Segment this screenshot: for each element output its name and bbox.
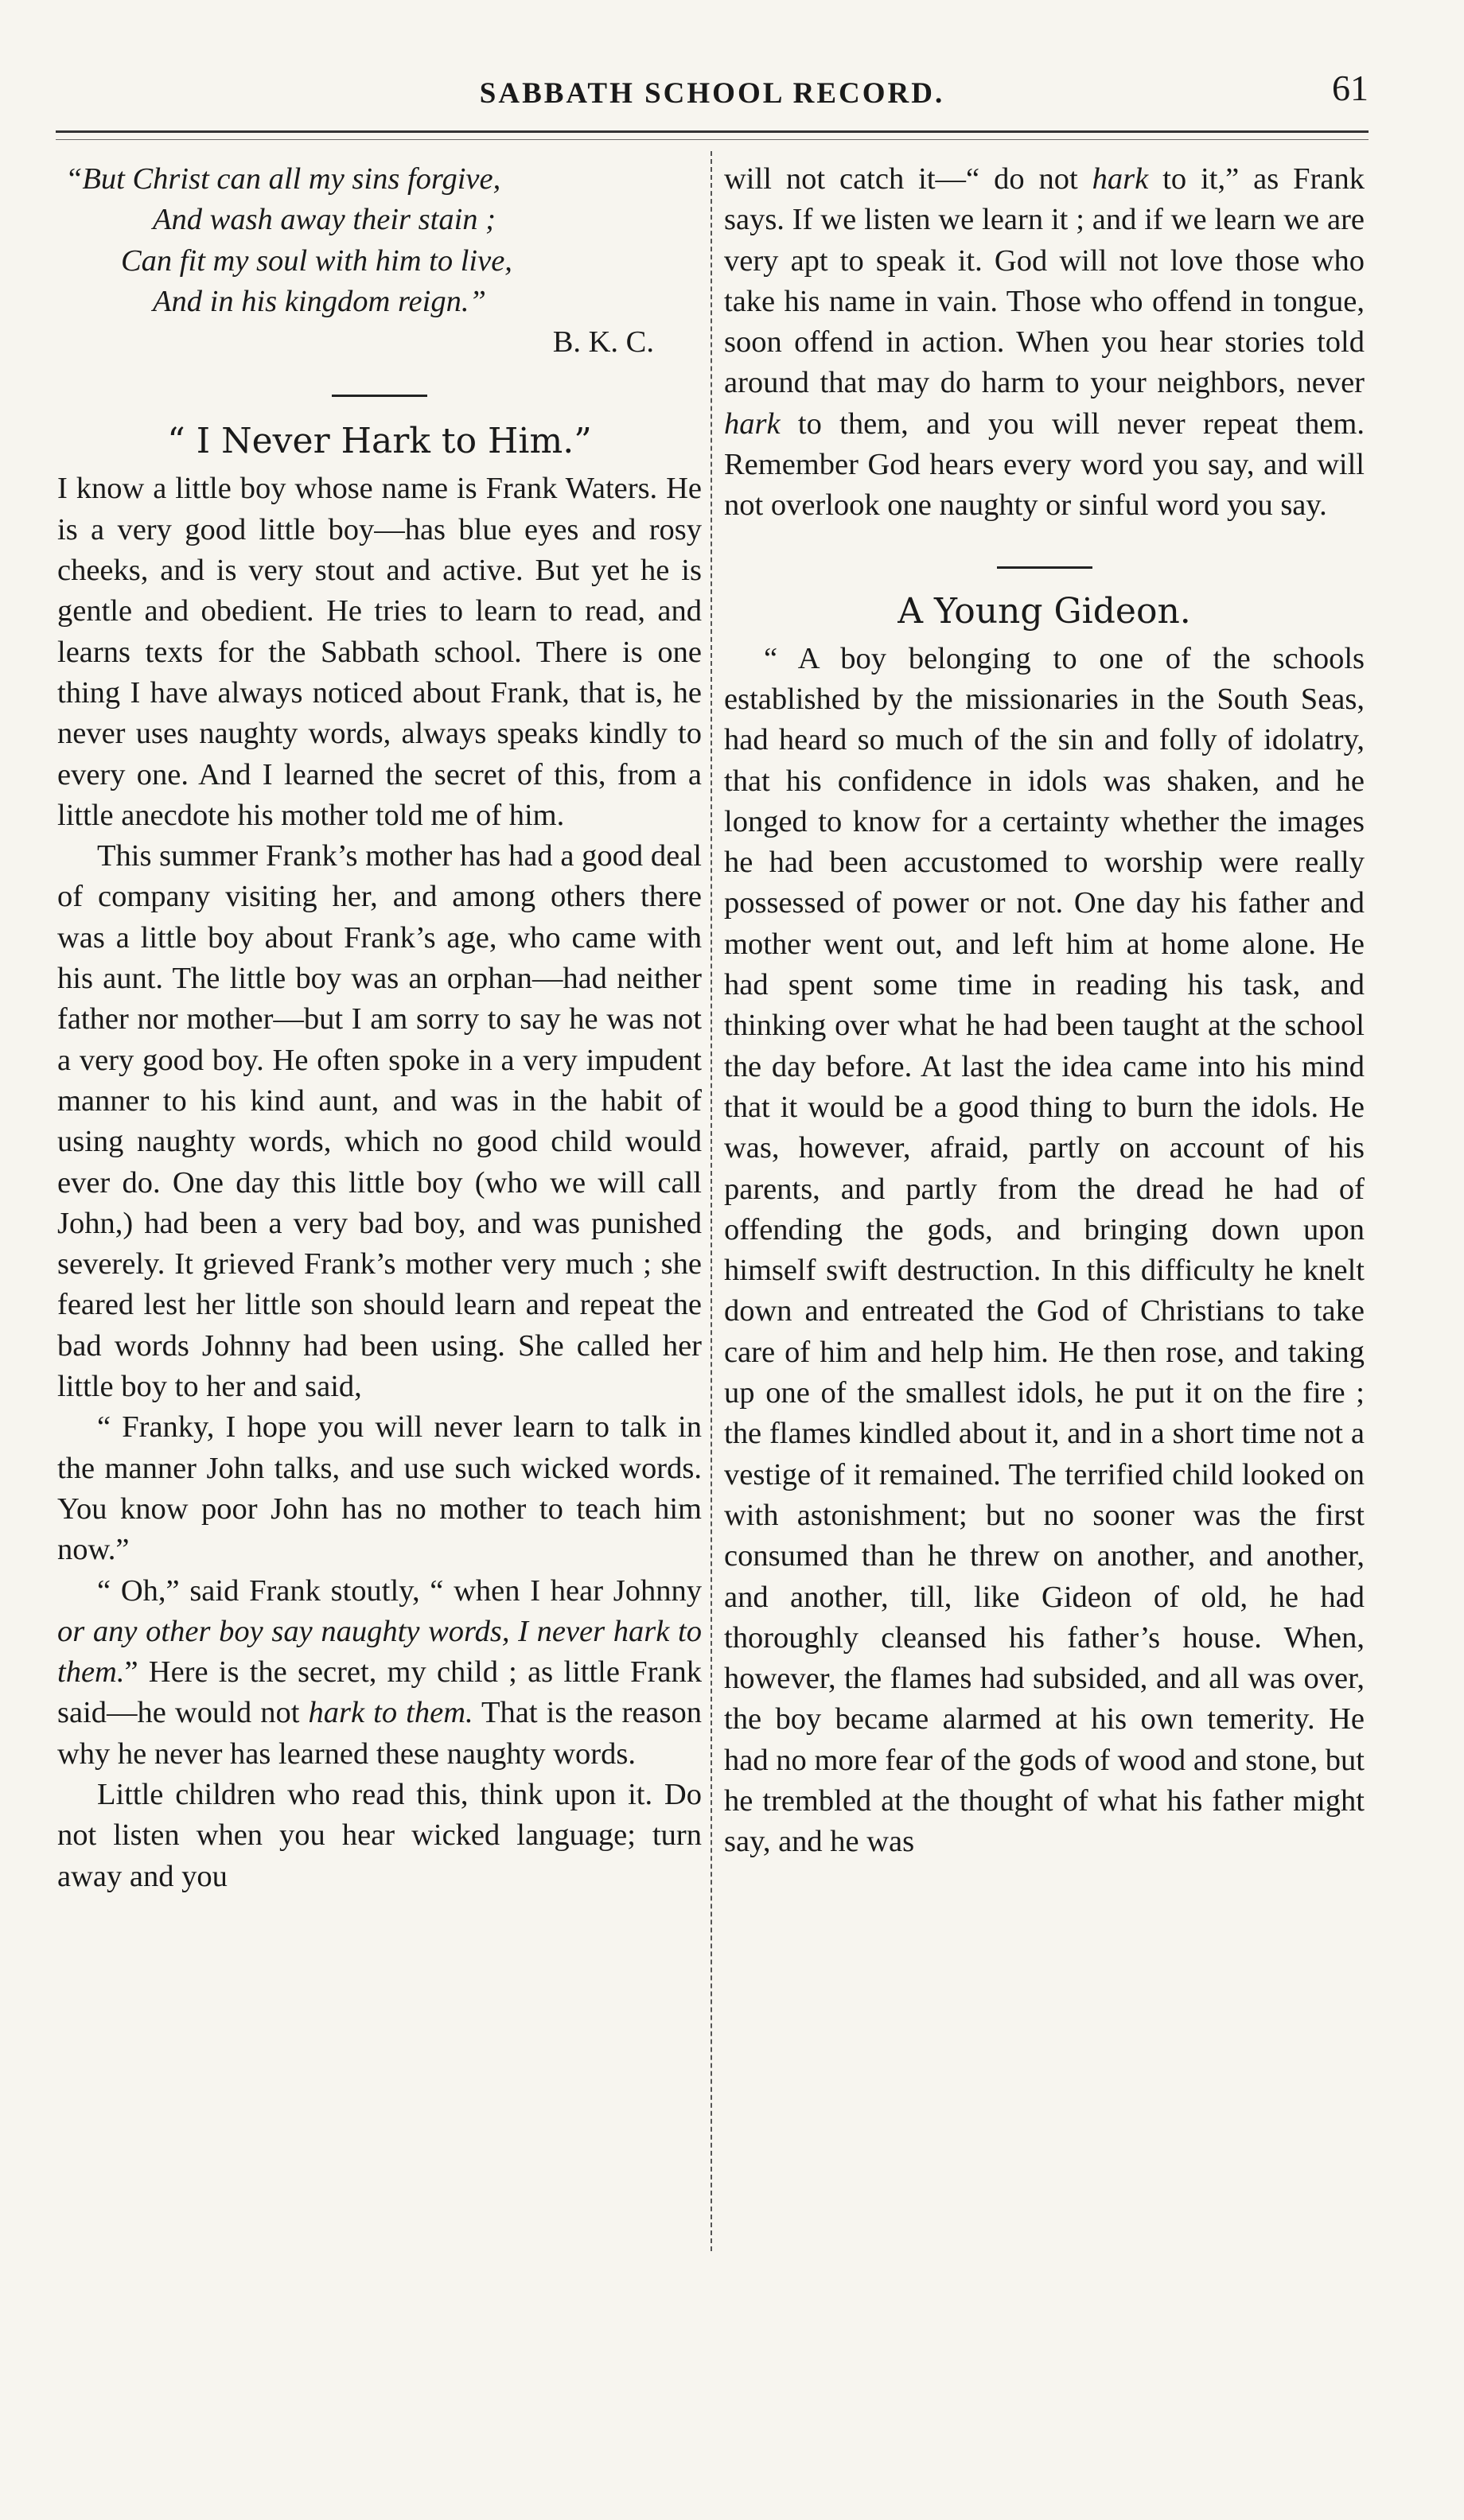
poem-line: Can fit my soul with him to live,	[121, 243, 512, 278]
section-rule	[332, 395, 427, 397]
poem	[57, 159, 702, 363]
italic-run: hark	[724, 406, 781, 441]
left-column	[57, 159, 702, 1897]
text-run: to it,” as Frank says. If we listen we learn it ; and if we learn we are very apt to speak it. God will not love those who take his name in vain. Those who offend in tongue, soon offend in action. When you hear stories told around that may do harm to your neighbors, never	[724, 162, 1365, 400]
poem-line: And in his kingdom reign.”	[153, 284, 486, 318]
story-title-gideon: A Young Gideon.	[897, 590, 1191, 632]
story-title-hark: “ I Never Hark to Him.”	[167, 421, 592, 462]
column-divider	[711, 151, 712, 2251]
paragraph	[724, 159, 1365, 527]
italic-run: hark	[1092, 162, 1149, 196]
paragraph: This summer Frank’s mother has had a good deal of company visiting her, and among others there was a little boy about Frank’s age, who came with his aunt. The little boy was an orphan—had neither father nor mother—but I am sorry to say he was not a very good boy. He often spoke in a very impudent manner to his kind aunt, and was in the habit of using naughty words, which no good child would ever do. One day this little boy (who we will call John,) had been a very bad boy, and was punished severely. It grieved Frank’s mother very much ; she feared lest her little son should learn and repeat the bad words Johnny had been using. She called her little boy to her and said,	[57, 839, 702, 1404]
paragraph: Little children who read this, think upon it. Do not listen when you hear wicked language; turn away and you	[57, 1777, 702, 1893]
paragraph: “ A boy belonging to one of the schools established by the missionaries in the South Seas, had heard so much of the sin and folly of idolatry, that his confidence in idols was shaken, and he longed to know for a certainty whether the images he had been accustomed to worship were really possessed of power or not. One day his father and mother went out, and left him at home alone. He had spent some time in reading his task, and thinking over what he had been taught at the school the day before. At last the idea came into his mind that it would be a good thing to burn the idols. He was, however, afraid, partly on account of his parents, and partly from the dread he had of offending the gods, and bringing down upon himself swift destruction. In this difficulty he knelt down and entreated the God of Christians to take care of him and help him. He then rose, and taking up one of the smallest idols, he put it on the fire ; the flames kindled about it, and in a short time not a vestige of it remained. The terrified child looked on with astonishment; but no sooner was the first consumed than he threw on another, and another, and another, till, like Gideon of old, he had thoroughly cleansed his father’s house. When, however, the flames had subsided, and all was over, the boy became alarmed at his own temerity. He had no more fear of the gods of wood and stone, but he trembled at the thought of what his father might say, and he was	[724, 641, 1365, 1859]
right-column	[724, 159, 1365, 1863]
poem-signature: B. K. C.	[552, 325, 654, 360]
header-rule	[56, 130, 1369, 140]
text-run: That is the reason why he never has learned these naughty words.	[57, 1696, 702, 1771]
page-header	[56, 65, 1369, 121]
paragraph	[57, 1571, 702, 1775]
italic-run: or any other boy say naughty words, I never hark to them.	[57, 1614, 702, 1690]
poem-line: “But Christ can all my sins forgive,	[65, 162, 501, 196]
section-rule	[997, 566, 1092, 569]
text-run: “ Oh,” said Frank stoutly, “ when I hear Johnny	[97, 1573, 702, 1608]
text-run: will not catch it—“ do not	[724, 162, 1092, 196]
page-number: 61	[1332, 68, 1369, 108]
text-run: ” Here is the secret, my child ; as little Frank said—he would not	[57, 1655, 702, 1730]
poem-line: And wash away their stain ;	[153, 203, 496, 237]
italic-run: hark to them.	[308, 1696, 473, 1730]
paragraph: “ Franky, I hope you will never learn to talk in the manner John talks, and use such wicked words. You know poor John has no mother to teach him now.”	[57, 1410, 702, 1567]
running-title: SABBATH SCHOOL RECORD.	[479, 77, 945, 110]
text-run: to them, and you will never repeat them. Remember God hears every word you say, and will not overlook one naughty or sinful word you say.	[724, 406, 1365, 523]
paragraph: I know a little boy whose name is Frank Waters. He is a very good little boy—has blue eyes and rosy cheeks, and is very stout and active. But yet he is gentle and obedient. He tries to learn to read, and learns texts for the Sabbath school. There is one thing I have always noticed about Frank, that is, he never uses naughty words, always speaks kindly to every one. And I learned the secret of this, from a little anecdote his mother told me of him.	[57, 472, 702, 832]
